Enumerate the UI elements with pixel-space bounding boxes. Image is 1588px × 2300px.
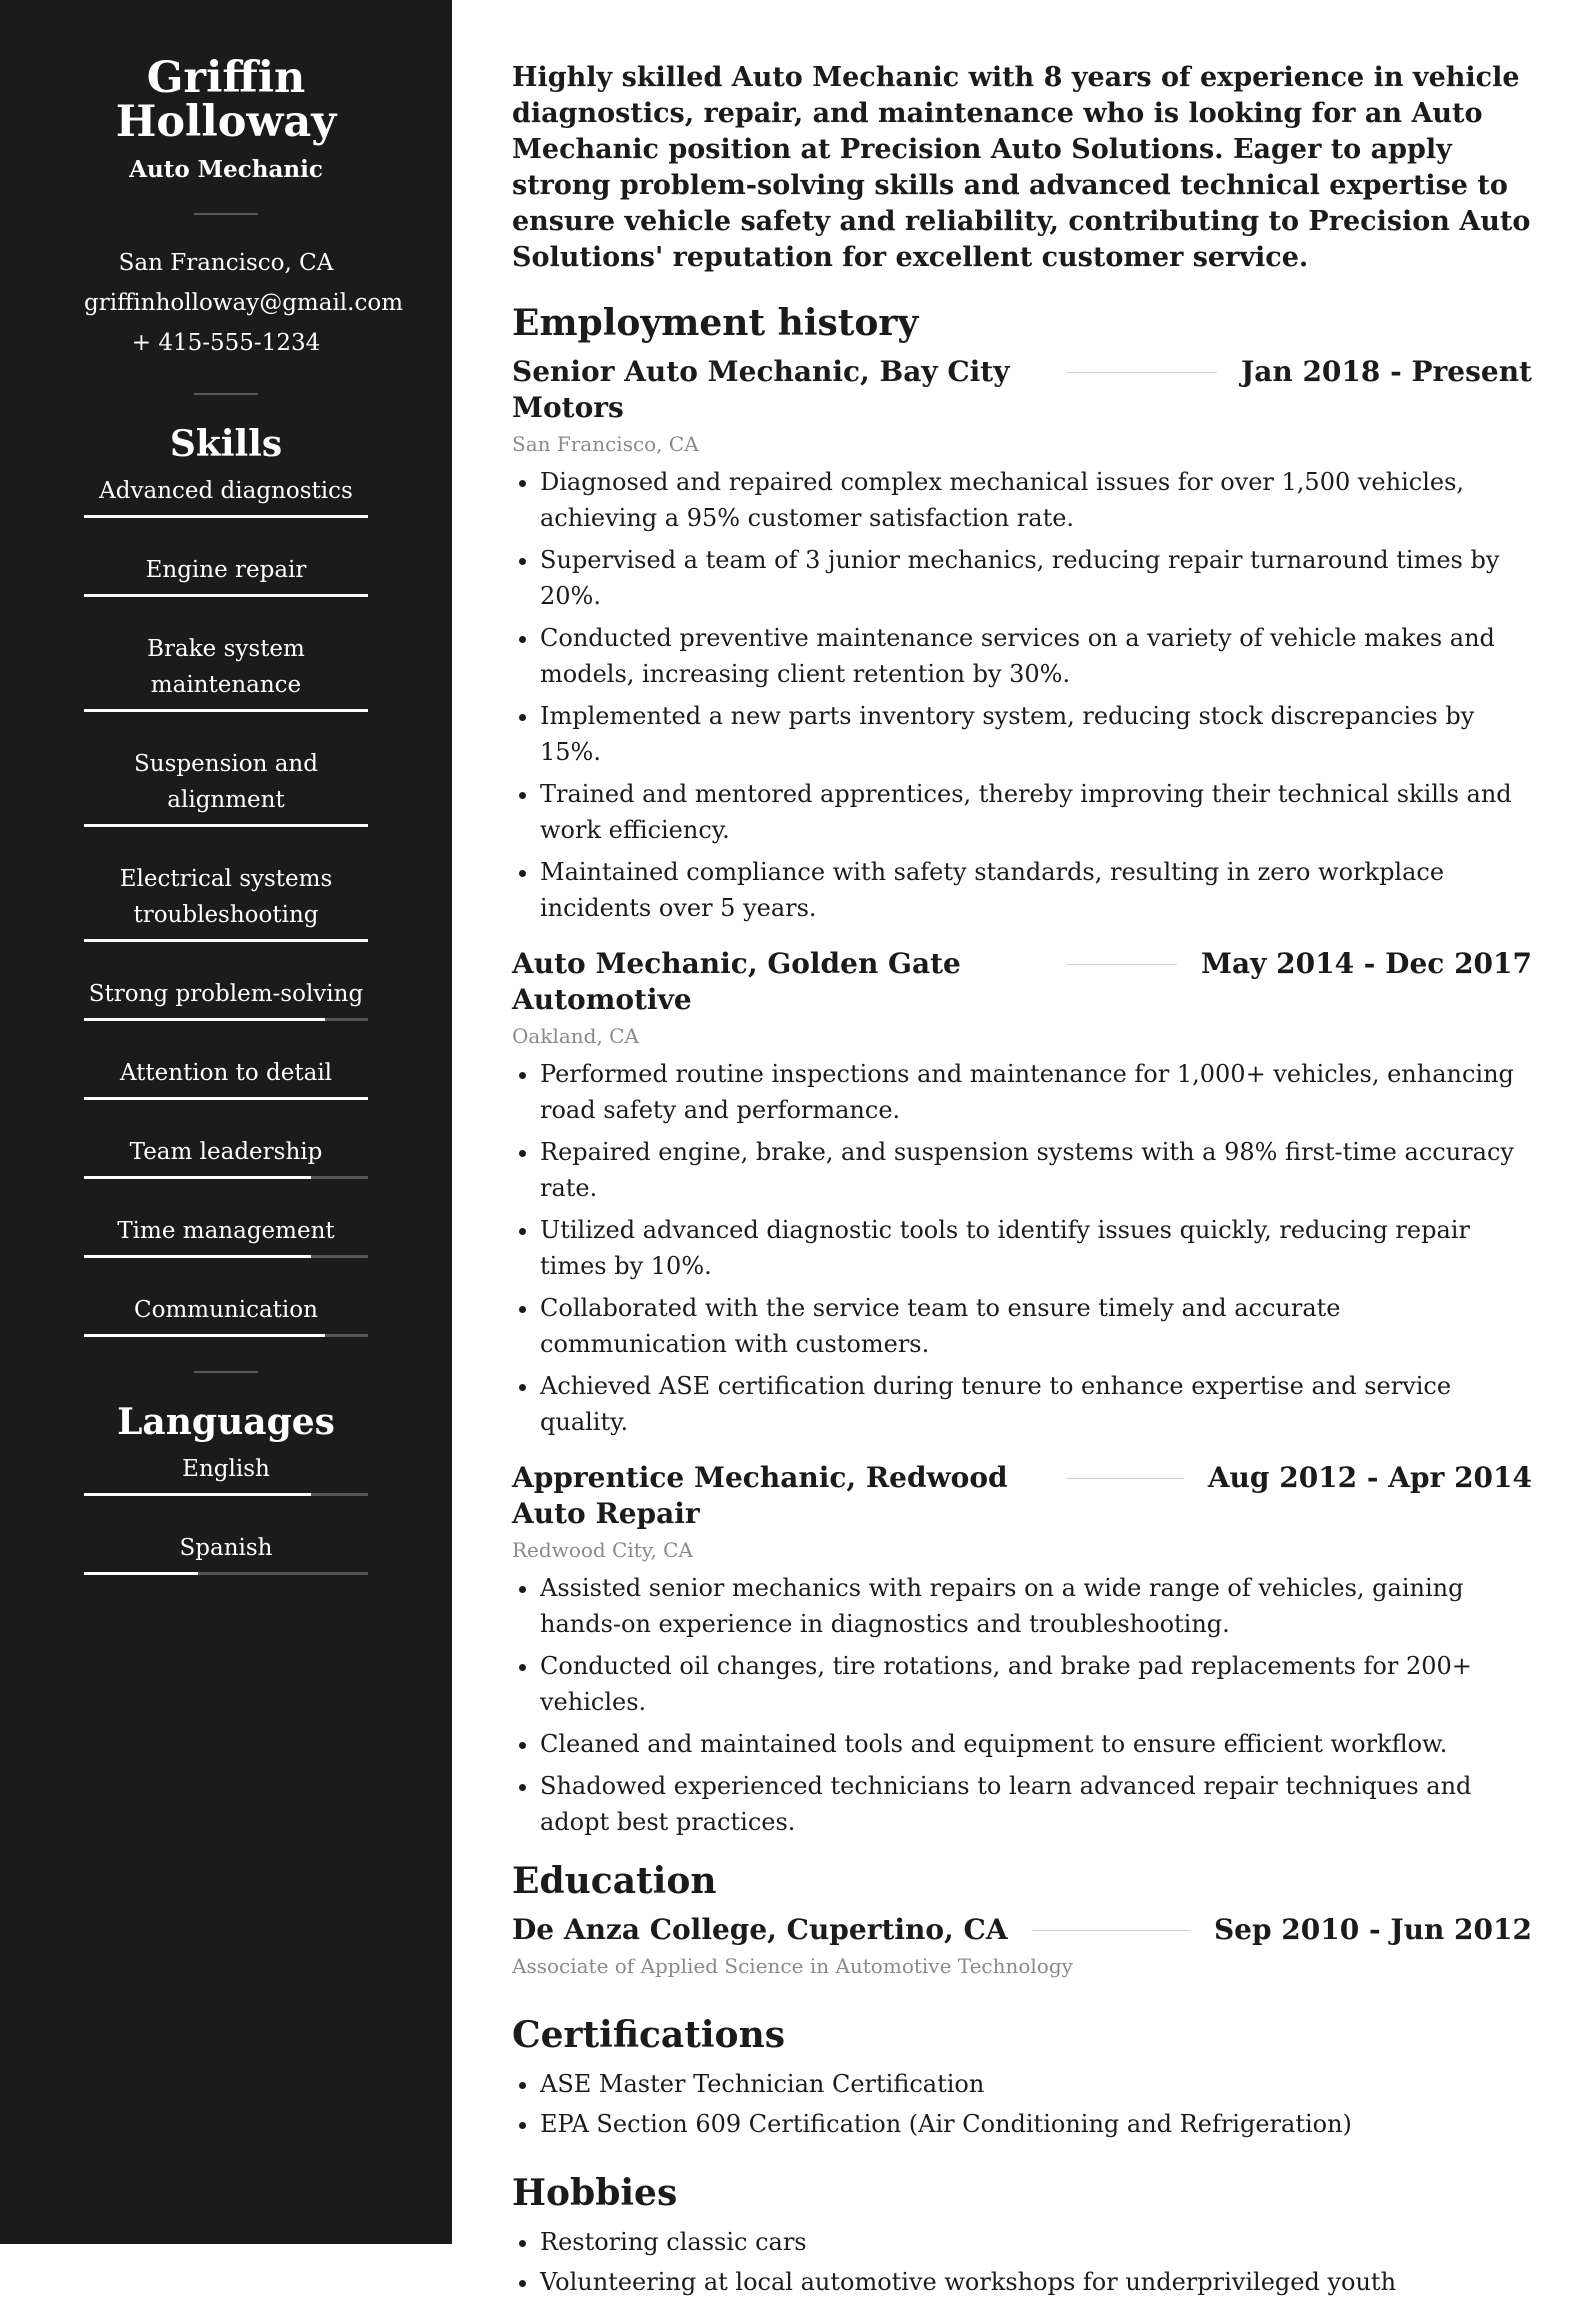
profile-summary: Highly skilled Auto Mechanic with 8 years of experience in vehicle diagnostics, repair, and maintenance who is looking for an Auto Mechanic position at Precision Auto Solutions. Eager to apply strong problem-solving skills and advanced technical expertise to ensure vehicle safety and reliability, contributing to Precision Auto Solutions' reputation for excellent customer service. — [512, 62, 1531, 273]
language-item-level-bar — [84, 1493, 368, 1496]
skill-item-label: Team leadership — [129, 1139, 323, 1165]
job-header — [512, 946, 1532, 1018]
language-item-level-fill — [84, 1572, 198, 1575]
employment-heading: Employment history — [512, 302, 919, 344]
employment-list — [512, 354, 1532, 1840]
job-bullet: • Utilized advanced diagnostic tools to identify issues quickly, reducing repair times by 10%. — [540, 1212, 1532, 1284]
job-header — [512, 1460, 1532, 1532]
job-bullet: • Implemented a new parts inventory system, reducing stock discrepancies by 15%. — [540, 698, 1532, 770]
job-bullet: • Repaired engine, brake, and suspension systems with a 98% first-time accuracy rate. — [540, 1134, 1532, 1206]
skill-item — [84, 631, 368, 712]
skill-item-label: Suspension and alignment — [134, 751, 318, 813]
education-heading: Education — [512, 1860, 717, 1902]
skill-item-level-bar — [84, 1334, 368, 1337]
date-separator-line — [1066, 1478, 1184, 1479]
skill-item-level-bar — [84, 824, 368, 827]
sidebar-divider — [194, 213, 258, 215]
job-dates: Jan 2018 - Present — [1240, 355, 1532, 388]
education-dates: Sep 2010 - Jun 2012 — [1213, 1913, 1532, 1946]
skill-item-level-fill — [84, 709, 368, 712]
job-bullet: • Trained and mentored apprentices, thereby improving their technical skills and work efficiency. — [540, 776, 1532, 848]
job-entry — [512, 354, 1532, 926]
contact-phone[interactable]: + 415-555-1234 — [131, 330, 321, 356]
contact-email[interactable]: griffinholloway@gmail.com — [84, 290, 404, 316]
skill-item-level-bar — [84, 709, 368, 712]
job-bullets — [512, 1570, 1532, 1840]
job-header — [512, 354, 1532, 426]
certification-item: • ASE Master Technician Certification — [540, 2066, 1532, 2102]
skill-item-label: Attention to detail — [119, 1060, 333, 1086]
job-bullets — [512, 464, 1532, 926]
skill-item-level-fill — [84, 1176, 311, 1179]
job-bullet: • Performed routine inspections and maintenance for 1,000+ vehicles, enhancing road safety and performance. — [540, 1056, 1532, 1128]
languages-heading: Languages — [117, 1401, 335, 1443]
certifications-list — [512, 2066, 1532, 2142]
skill-item-level-bar — [84, 515, 368, 518]
skill-item-level-fill — [84, 1097, 368, 1100]
hobbies-heading: Hobbies — [512, 2172, 678, 2214]
skill-item — [84, 976, 368, 1021]
job-bullet: • Cleaned and maintained tools and equipment to ensure efficient workflow. — [540, 1726, 1532, 1762]
certifications-heading: Certifications — [512, 2014, 786, 2056]
skill-item-label: Brake system maintenance — [147, 636, 305, 698]
skill-item-level-bar — [84, 1097, 368, 1100]
job-bullet: • Conducted preventive maintenance services on a variety of vehicle makes and models, increasing client retention by 30%. — [540, 620, 1532, 692]
job-location: Oakland, CA — [512, 1024, 639, 1048]
language-item-label: English — [182, 1456, 270, 1482]
skill-item-level-fill — [84, 515, 368, 518]
skill-item-level-bar — [84, 594, 368, 597]
skill-item — [84, 552, 368, 597]
date-separator-line — [1066, 964, 1177, 965]
education-degree: Associate of Applied Science in Automotive Technology — [512, 1954, 1073, 1978]
languages-list — [84, 1451, 368, 1575]
job-location: San Francisco, CA — [512, 432, 699, 456]
job-dates: Aug 2012 - Apr 2014 — [1207, 1461, 1532, 1494]
skill-item-label: Strong problem-solving — [88, 981, 364, 1007]
skill-item-level-bar — [84, 1255, 368, 1258]
main-content — [452, 0, 1588, 2296]
job-title: Auto Mechanic, Golden Gate Automotive — [512, 947, 961, 1016]
skill-item-level-fill — [84, 594, 368, 597]
skills-list — [84, 473, 368, 1337]
job-bullet: • Shadowed experienced technicians to learn advanced repair techniques and adopt best practices. — [540, 1768, 1532, 1840]
hobby-item: • Volunteering at local automotive workshops for underprivileged youth — [540, 2264, 1532, 2300]
job-bullet: • Conducted oil changes, tire rotations, and brake pad replacements for 200+ vehicles. — [540, 1648, 1532, 1720]
skill-item — [84, 861, 368, 942]
skill-item-level-bar — [84, 1176, 368, 1179]
sidebar — [0, 0, 452, 2244]
education-entry — [512, 1912, 1532, 1978]
skill-item-label: Engine repair — [145, 557, 307, 583]
job-bullet: • Assisted senior mechanics with repairs on a wide range of vehicles, gaining hands-on experience in diagnostics and troubleshooting. — [540, 1570, 1532, 1642]
date-separator-line — [1066, 372, 1217, 373]
skill-item — [84, 473, 368, 518]
job-title: Apprentice Mechanic, Redwood Auto Repair — [512, 1461, 1008, 1530]
job-bullet: • Maintained compliance with safety standards, resulting in zero workplace incidents over 5 years. — [540, 854, 1532, 926]
skill-item — [84, 1055, 368, 1100]
hobbies-list — [512, 2224, 1532, 2300]
job-bullet: • Diagnosed and repaired complex mechanical issues for over 1,500 vehicles, achieving a 95% customer satisfaction rate. — [540, 464, 1532, 536]
job-bullets — [512, 1056, 1532, 1440]
skill-item-level-bar — [84, 1018, 368, 1021]
job-dates: May 2014 - Dec 2017 — [1200, 947, 1532, 980]
language-item — [84, 1451, 368, 1496]
skill-item-label: Advanced diagnostics — [99, 478, 353, 504]
job-title: Senior Auto Mechanic, Bay City Motors — [512, 355, 1010, 424]
contact-location: San Francisco, CA — [118, 250, 334, 276]
candidate-title: Auto Mechanic — [129, 156, 323, 183]
job-location: Redwood City, CA — [512, 1538, 693, 1562]
job-bullet: • Collaborated with the service team to ensure timely and accurate communication with customers. — [540, 1290, 1532, 1362]
skill-item-label: Electrical systems troubleshooting — [119, 866, 333, 928]
skill-item-level-bar — [84, 939, 368, 942]
skill-item — [84, 1213, 368, 1258]
skill-item-level-fill — [84, 1018, 325, 1021]
job-entry — [512, 946, 1532, 1440]
skill-item-label: Time management — [117, 1218, 335, 1244]
language-item-label: Spanish — [179, 1535, 273, 1561]
sidebar-divider — [194, 1371, 258, 1373]
skill-item-level-fill — [84, 939, 368, 942]
skills-heading: Skills — [169, 423, 283, 465]
education-school: De Anza College, Cupertino, CA — [512, 1913, 1008, 1946]
language-item-level-fill — [84, 1493, 311, 1496]
skill-item-level-fill — [84, 1255, 311, 1258]
skill-item — [84, 1134, 368, 1179]
hobby-item: • Restoring classic cars — [540, 2224, 1532, 2260]
language-item — [84, 1530, 368, 1575]
certification-item: • EPA Section 609 Certification (Air Conditioning and Refrigeration) — [540, 2106, 1532, 2142]
job-bullet: • Achieved ASE certification during tenure to enhance expertise and service quality. — [540, 1368, 1532, 1440]
candidate-name: Griffin Holloway — [115, 53, 337, 147]
job-entry — [512, 1460, 1532, 1840]
skill-item-label: Communication — [134, 1297, 318, 1323]
sidebar-divider — [194, 393, 258, 395]
skill-item-level-fill — [84, 824, 368, 827]
skill-item-level-fill — [84, 1334, 325, 1337]
skill-item — [84, 1292, 368, 1337]
language-item-level-bar — [84, 1572, 368, 1575]
skill-item — [84, 746, 368, 827]
date-separator-line — [1032, 1930, 1190, 1931]
job-bullet: • Supervised a team of 3 junior mechanics, reducing repair turnaround times by 20%. — [540, 542, 1532, 614]
